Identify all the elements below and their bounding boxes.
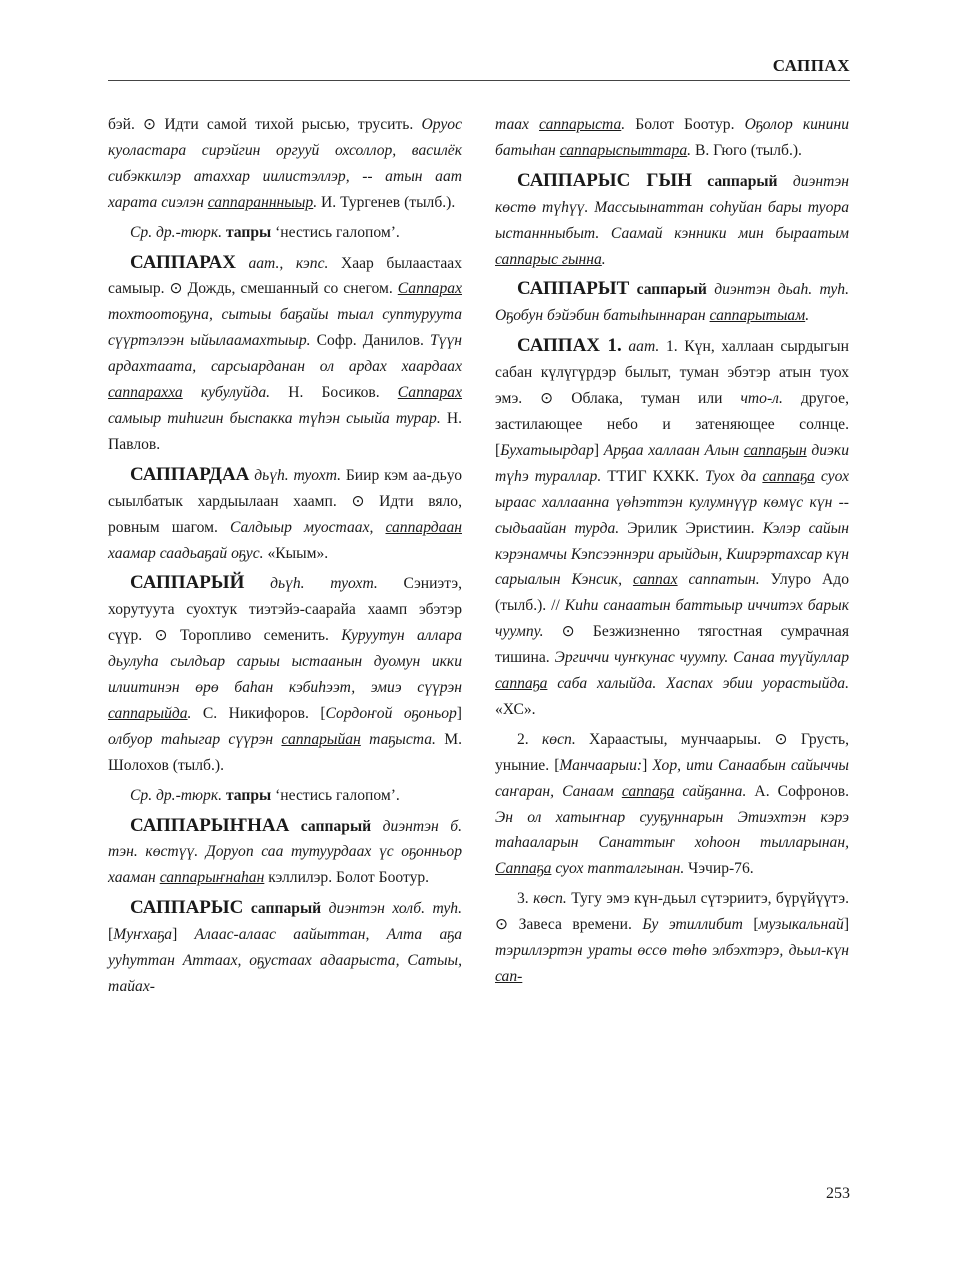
dictionary-entry: САППАРЫС ГЫН саппарый диэнтэн көстө түһүү. Массыынаттан соһуйан бары туора ыстаннныбыт. Саамай кэнники мин быраатым саппарыс гынна. bbox=[495, 169, 849, 268]
dictionary-entry: таах саппарыста. Болот Боотур. Оҕолор кинини батыһан саппарыспыттара. В. Гюго (тылб.). bbox=[495, 116, 849, 159]
dictionary-entry: САППАХ 1. аат. 1. Күн, халлаан сырдыгын сабан күлүгүрдэр былыт, туман эбэтэр атын туох эмэ. ⊙ Облака, туман или что-л. другое, застилающее небо и затеняющее солнце. [Бухатыырдар] Арҕаа халлаан Алын саппаҕын диэки түһэ тураллар. ТТИГ КХКК. Туох да саппаҕа суох ыраас халлаанна үөһэттэн кулумнүүр көмүс күн -- сыдьаайан турда. Эрилик Эристиин. Кэлэр сайын кэрэнамчы Кэпсээннэри арыйдын, Киирэртахсар күн сарыалын Кэнсик, саппах саппатын. Улуро Адо (тылб.). // Киһи санаатын баттыыр иччитэх барык чуумпу. ⊙ Безжизненно тягостная сумрачная тишина. Эргиччи чуҥкунас чуумпу. Санаа туүйуллар саппаҕа саба халыйда. Хаспах эбии уорастыйда. «ХС». bbox=[495, 335, 850, 718]
dictionary-entry: бэй. ⊙ Идти самой тихой рысью, трусить. Оруос куоластара сирэйгин оргууй охсоллор, василёк сибэккилэр атаххар иилистэллэр, -- атын аат харата сиэлэн саппараннныыр. И. Тургенев (тылб.). bbox=[108, 116, 462, 211]
running-header bbox=[108, 56, 850, 81]
dictionary-entry: САППАРЫТ саппарый диэнтэн дьаһ. туһ. Оҕобун бэйэбин батыһыннаран саппарытыам. bbox=[495, 278, 849, 325]
dictionary-entry: Ср. др.-тюрк. тапры ‘нестись галопом’. bbox=[130, 223, 400, 241]
dictionary-entry: САППАРЫЙ дьүh. туохт. Сэниэтэ, хорутуута суохтук тиэтэйэ-саарайа хаамп эбэтэр сүүр. ⊙ Торопливо семенить. Куруутун аллара дьулуһа сылдьар сарыы ыстаанын дуомун икки илиитинэн өрө баһан кэбиһээт, эмиэ сүүрэн саппарыйда. С. Никифоров. [Сордоҥой оҕоньор] олбуор таһыгар сүүрэн саппарыйан таҕыста. М. Шолохов (тылб.). bbox=[108, 572, 462, 774]
dictionary-entry: 2. көсп. Хараастыы, мунчаарыы. ⊙ Грусть, уныние. [Манчаарыи:] Хор, ити Санаабын сайыччы саҥаран, Санаам саппаҕа сайҕанна. А. Софронов. Эн ол хатыҥнар сууҕуннарын Этиэхтэн кэрэ таһааларын Санаттыҥ хоһоон тылларынан, Саппаҕа суох тапталгынан. Чэчир-76. bbox=[495, 730, 849, 878]
dictionary-entry: 3. көсп. Тугу эмэ күн-дьыл сүтэриитэ, бүрүйүүтэ. ⊙ Завеса времени. Бу этиллибит [музыкальнай] тэриллэртэн ураты өссө төһө элбэхтэрэ, дьыл-күн сап- bbox=[495, 890, 850, 985]
dictionary-entry: САППАРЫС саппарый диэнтэн холб. туһ. [Муҥхаҕа] Алаас-алаас аайыттан, Алта аҕа ууһуттан Аттаах, оҕустаах адаарыста, Сатыы, тайах- bbox=[108, 897, 462, 995]
page-number: 253 bbox=[826, 1185, 850, 1202]
dictionary-entry: САППАРДАА дьүh. туохт. Биир кэм аа-дьуо сыылбатык хардыылаан хаамп. ⊙ Идти вяло, ровным шагом. Салдыыр муостаах, саппардаан хаамар саадьаҕай оҕус. «Кыым». bbox=[108, 463, 462, 562]
left-column bbox=[108, 112, 462, 1004]
dictionary-entry: САППАРЫҤНАА саппарый диэнтэн б. тэн. көстүү. Доруоп саа тутуурдаах үс оҕонньор хааман саппарыҥнаһан кэллилэр. Болот Боотур. bbox=[108, 814, 463, 887]
right-column bbox=[495, 112, 849, 994]
dictionary-entry: Ср. др.-тюрк. тапры ‘нестись галопом’. bbox=[130, 786, 400, 804]
running-title: САППАХ bbox=[772, 56, 850, 75]
dictionary-entry: САППАРАХ аат., кэпс. Хаар былаастаах самыыр. ⊙ Дождь, смешанный со снегом. Саппарах тохтоотоҕуна, сытыы баҕайы тыал суптуруута сүүртэлээн ыйылаамахтыыр. Софр. Данилов. Түүн ардахтаата, сарсыарданан ол ардах хаардаах саппарахха кубулуйда. Н. Босиков. Саппарах самыыр тиһигин быспакка түһэн сыыйа турар. Н. Павлов. bbox=[108, 251, 463, 453]
